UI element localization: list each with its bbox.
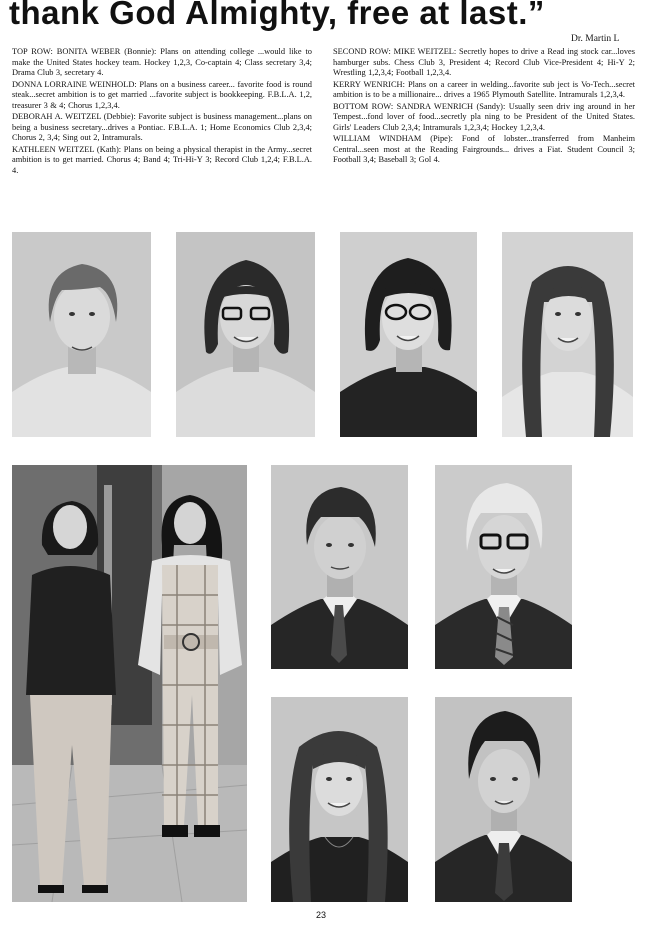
portrait-photo-weinhold [176, 232, 315, 437]
quote-attribution: Dr. Martin L [571, 34, 620, 44]
biography-weinhold: DONNA LORRAINE WEINHOLD: Plans on a business career... favorite food is round steak...secret ambition is to get married ...favorite subject is bookkeeping. F.B.L.A. 1,2, treasurer 3 & 4; Chorus 1,2,3,4. [12, 79, 312, 110]
portrait-photo-windham [435, 697, 572, 902]
portrait-photo-weitzel-mike [271, 465, 408, 669]
biography-wenrich-kerry: KERRY WENRICH: Plans on a career in welding...favorite sub ject is Vo-Tech...secret ambition is to be a millionaire... drives a 1965 Plymouth Satellite. Intramurals 1,2,3,4. [333, 79, 635, 99]
biography-column-right [333, 47, 635, 167]
biography-column-left [12, 47, 312, 177]
biography-weitzel-mike: SECOND ROW: MIKE WEITZEL: Secretly hopes to drive a Read ing stock car...loves hamburger subs. Chess Club 3, President 4; Record Club Vice-President 4; Hi-Y 2; Wrestling 1,2,3,4; Football 1,2,3,4. [333, 47, 635, 77]
biography-weitzel-kathleen: KATHLEEN WEITZEL (Kath): Plans on being a physical therapist in the Army...secret ambition is to get married. Chorus 4; Band 4; Tri-Hi-Y 3; Record Club 1,2,4; F.B.L.A. 4. [12, 144, 312, 175]
biography-windham: WILLIAM WINDHAM (Pipe): Fond of lobster...transferred from Manheim Central...seen most at the Reading Fairgrounds... drives a Fiat. Student Council 3; Football 3,4; Baseball 3; Gol 4. [333, 134, 635, 164]
candid-photo-hallway [12, 465, 247, 902]
portrait-photo-weber [12, 232, 151, 437]
page-number: 23 [316, 910, 327, 920]
biography-wenrich-sandra: BOTTOM ROW: SANDRA WENRICH (Sandy): Usually seen driv ing around in her Tempest...fond lover of food...secretly pla ning to be President of the United States. Girls' Leaders Club 2,3,4; Intramurals 1,2,3,4; Hockey 1,2,3,4. [333, 101, 635, 132]
quote-headline: thank God Almighty, free at last.” [9, 0, 545, 31]
portrait-photo-weitzel-kathleen [502, 232, 633, 437]
portrait-photo-wenrich-kerry [435, 465, 572, 669]
biography-weitzel-deborah: DEBORAH A. WEITZEL (Debbie): Favorite subject is business management...plans on being a business secretary...drives a Pontiac. F.B.L.A. 1; Home Economics Club 2,3,4; Chorus 2, 3,4; Sing out 2, Intramurals. [12, 112, 312, 142]
biography-weber: TOP ROW: BONITA WEBER (Bonnie): Plans on attending college ...would like to make the United States hockey team. Hockey 1,2,3, Co-captain 4; Class secretary 3,4; Drama Club 3, secretary 4. [12, 47, 312, 77]
portrait-photo-wenrich-sandra [271, 697, 408, 902]
portrait-photo-weitzel-deborah [340, 232, 477, 437]
